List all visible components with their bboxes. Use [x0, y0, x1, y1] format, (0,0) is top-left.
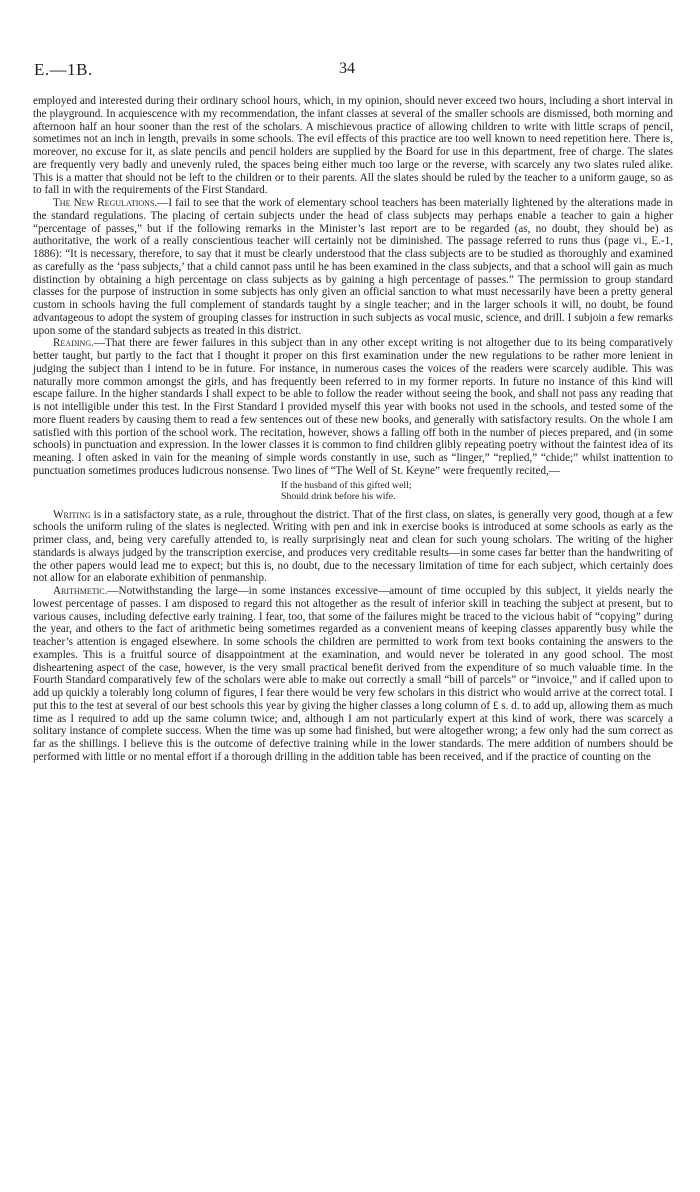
paragraph-text: is in a satisfactory state, as a rule, throughout the district. That of the first class, on slates, is generally very good, though at a few schools the uniform ruling of the slates is neglected. Writing with pen and ink in exercise books is introduced at some schools as early as the primer class, and, being very carefully attended to, is really surprisingly neat and clean for such young scholars. The writing of the higher standards is always judged by the transcription exercise, and produces very creditable results—in some cases far better than the handwriting of the other papers would lead me to expect; but this is, no doubt, due to the necessary limitation of time for each subject, which certainly does not allow for an elaborate exhibition of penmanship. [33, 508, 673, 585]
paragraph-text: —That there are fewer failures in this subject than in any other except writing is not altogether due to its being comparatively better taught, but partly to the fact that I thought it proper on this first examination under the new regulations to be rather more lenient in judging the subject than I intend to be in future. For instance, in numerous cases the voices of the readers were scarcely audible. This was naturally more common amongst the girls, and has frequently been referred to in my former reports. In future no instance of this kind will escape failure. In the higher standards I shall expect to be able to follow the reader without seeing the book, and shall not pass any reading that is not intelligible under this test. In the First Standard I provided myself this year with books not used in the schools, and tested some of the more fluent readers by causing them to read a few sentences out of these new books, and generally with satisfactory results. On the whole I am satisfied with this portion of the school work. The recitation, however, shows a falling off both in the number of pieces prepared, and (in some schools) in punctuation and expression. In the lower classes it is common to find children glibly repeating poetry without the faintest idea of its meaning. I often asked in vain for the meaning of simple words constantly in use, such as “linger,” “replied,” “chide;” whilst inattention to punctuation sometimes produces ludicrous nonsense. Two lines of “The Well of St. Keyne” were frequently recited,— [33, 337, 673, 477]
section-heading-new-regulations: The New Regulations. [53, 197, 158, 209]
section-heading-reading: Reading. [53, 337, 94, 350]
paragraph-new-regulations [33, 197, 673, 337]
paragraph-reading [33, 337, 673, 477]
page-header [33, 0, 673, 79]
section-heading-writing: Writing [53, 508, 91, 521]
document-page [33, 0, 674, 763]
report-body [33, 95, 673, 764]
paragraph-text: —I fail to see that the work of elementary school teachers has been materially lightened by the alterations made in the standard regulations. The placing of certain subjects under the head of class subjects may perhaps enable a teacher to gain a higher “percentage of passes,” but if the following remarks in the Minister’s last report are to be regarded (as, no doubt, they should be) as authoritative, the work of a really conscientious teacher will certainly not be diminished. The passage referred to runs thus (page vi., E.-1, 1886): “It is necessary, therefore, to say that it must be clearly understood that the class subjects are to be studied as thoroughly and examined as carefully as the ‘pass subjects,’ that a child cannot pass until he has been examined in the class subjects, and that a school will gain as much distinction by obtaining a high percentage on class subjects as by gaining a high percentage of passes.” The permission to group standard classes for the purpose of instruction in some subjects has only given an official sanction to what must necessarily have been a pretty general custom in schools having the full complement of standards taught by a single teacher; and in the larger schools it will, no doubt, be found advantageous to adopt the system of grouping classes for instruction in such subjects as vocal music, science, and drill. I subjoin a few remarks upon some of the standard subjects as treated in this district. [33, 197, 674, 337]
report-reference: E.—1B. [34, 60, 93, 79]
paragraph-infant-classes [33, 95, 673, 197]
verse-quotation [33, 480, 673, 503]
verse-line: Should drink before his wife. [281, 491, 396, 502]
paragraph-text: employed and interested during their ordinary school hours, which, in my opinion, should never exceed two hours, including a short interval in the playground. In acquiescence with my recommendation, the infant classes at several of the smaller schools are dismissed, both morning and afternoon half an hour sooner than the rest of the scholars. A mischievous practice of allowing children to write with little scraps of pencil, sometimes not an inch in length, prevails in some schools. The evil effects of this practice are too well known to need repetition here. There is, moreover, no excuse for it, as slate pencils and pencil holders are supplied by the Board for use in this department, free of charge. The slates are frequently very badly and unevenly ruled, the spaces being either much too large or the reverse, with scarcely any two slates ruled alike. This is a matter that should not be left to the children or to their parents. All the slates should be ruled by the teacher to a uniform gauge, so as to fall in with the requirements of the First Standard. [33, 95, 673, 197]
page-number: 34 [339, 60, 355, 77]
paragraph-writing [33, 509, 673, 586]
section-heading-arithmetic: Arithmetic. [53, 585, 108, 597]
paragraph-text: —Notwithstanding the large—in some instances excessive—amount of time occupied by this subject, it yields nearly the lowest percentage of passes. I am disposed to regard this not altogether as the result of inferior skill in teaching the subject at present, but to various causes, including defective early training. I fear, too, that some of the failures might be traced to the vicious habit of “copying” during the year, and others to the fact of arithmetic being sometimes regarded as a convenient means of keeping classes apparently busy while the teacher’s attention is engaged elsewhere. In some schools the children are permitted to work from text books containing the answers to the examples. This is a fruitful source of disappointment at the examination, and would never be tolerated in any good school. The most disheartening aspect of the case, however, is the very small practical benefit derived from the expenditure of so much valuable time. In the Fourth Standard comparatively few of the scholars were able to make out correctly a small “bill of parcels” or “invoice,” and if called upon to add up quickly a tolerably long column of figures, I fear there would be very few scholars in this district who would arrive at the correct total. I put this to the test at several of our best schools this year by giving the higher classes a long column of £ s. d. to add up, allowing them as much time as I required to add up the same column twice; and, although I am not particularly expert at this kind of work, there was scarcely a solitary instance of complete success. When the time was up some had finished, but were altogether wrong; a few only had the sum correct as far as the shillings. I believe this is the outcome of defective training while in the lower standards. The mere addition of numbers should be performed with little or no mental effort if a thorough drilling in the addition table has been received, and if the practice of counting on the [33, 585, 673, 763]
paragraph-arithmetic [33, 585, 673, 764]
verse-line: If the husband of this gifted well; [281, 479, 412, 491]
